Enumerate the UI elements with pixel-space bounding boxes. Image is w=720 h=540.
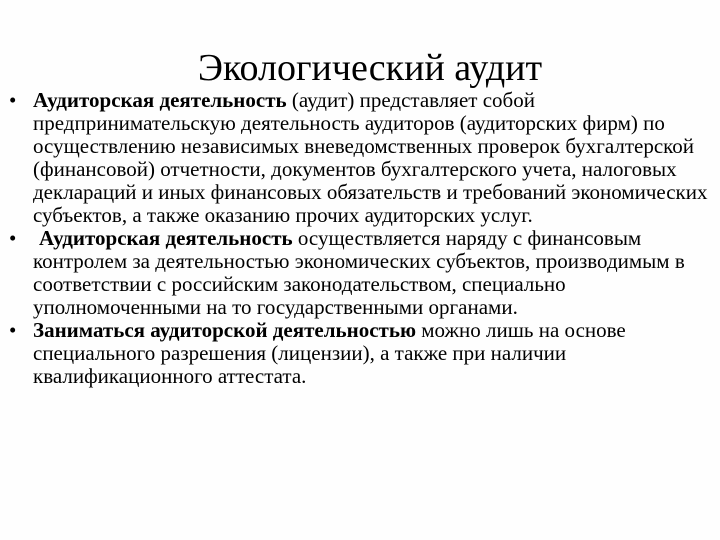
bullet-item-2 (0, 227, 720, 319)
slide-title: Экологический аудит (197, 47, 543, 89)
bullet-body-text: (аудит) представляет собой предпринимательскую деятельность аудиторов (аудиторских фирм) по осуществлению независимых вневедомственных проверок бухгалтерской (финансовой) отчетности, документов бухгалтерского учета, налоговых деклараций и иных финансовых обязательств и требований экономических субъектов, а также оказанию прочих аудиторских услуг. (33, 88, 708, 227)
bullet-icon: • (9, 88, 17, 112)
bullet-icon: • (9, 226, 17, 250)
bullet-icon: • (9, 318, 17, 342)
bullet-body-text: осуществляется наряду с финансовым контролем за деятельностью экономических субъектов, производимым в соответствии с российским законодательством, специально уполномоченными на то государственными органами. (33, 226, 685, 319)
bullet-body-text: можно лишь на основе специального разрешения (лицензии), а также при наличии квалификационного аттестата. (33, 318, 626, 388)
bullet-item-1 (0, 89, 720, 227)
bullet-lead-text: Аудиторская деятельность (33, 88, 287, 112)
bullet-list (0, 89, 720, 388)
bullet-lead-text: Аудиторская деятельность (39, 226, 293, 250)
bullet-lead-text: Заниматься аудиторской деятельностью (33, 318, 417, 342)
bullet-item-3 (0, 319, 720, 388)
